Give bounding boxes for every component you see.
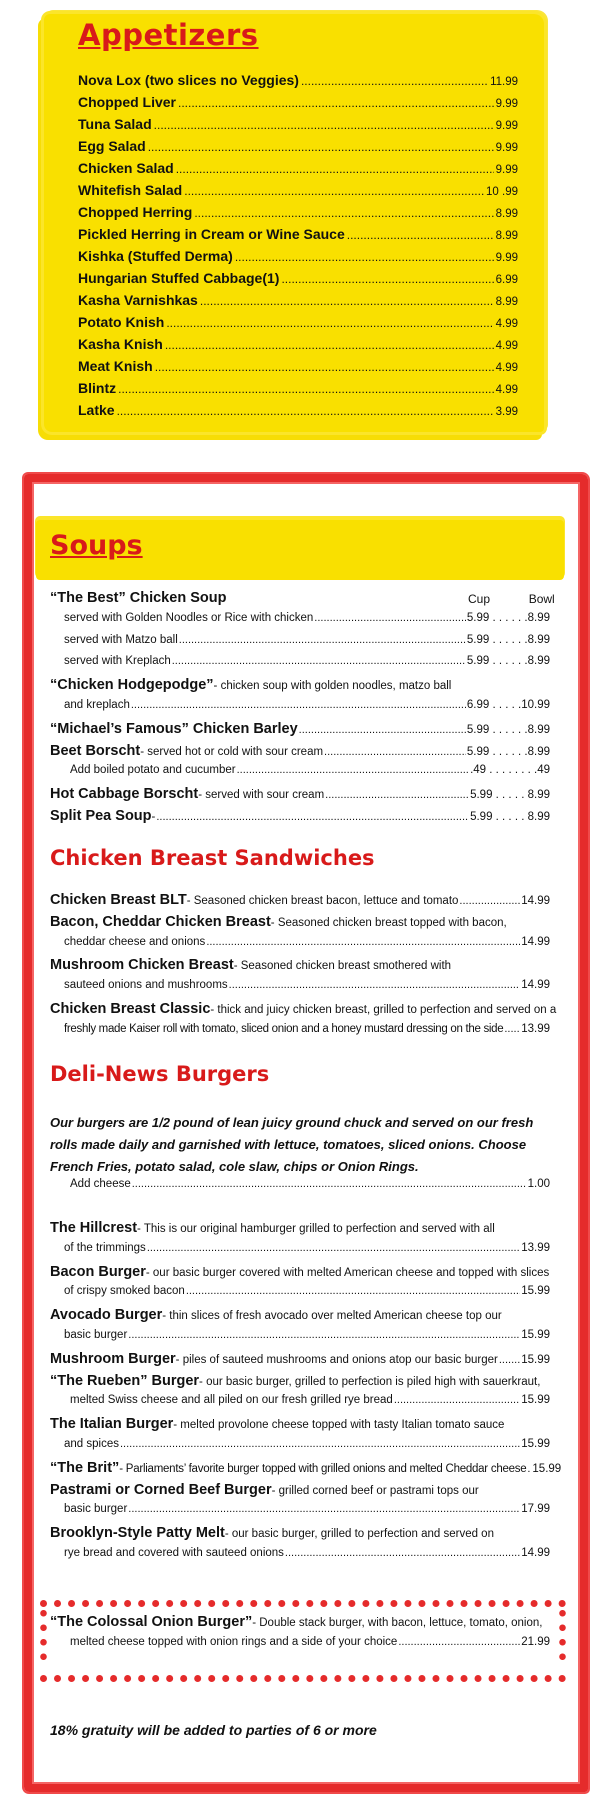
item-price: 14.99	[521, 979, 550, 992]
appetizer-item	[78, 336, 518, 358]
item-title: Chicken Breast Classic	[50, 1000, 211, 1017]
item-price: 13.99	[521, 1022, 550, 1035]
item-desc: Add boiled potato and cucumber	[70, 764, 236, 777]
appetizer-item	[78, 380, 518, 402]
dotted-border-right	[559, 1606, 566, 1664]
list-item	[50, 1023, 550, 1045]
list-item	[50, 1438, 550, 1460]
appetizer-name: Chicken Salad	[78, 160, 174, 176]
item-desc: - served with sour cream	[198, 789, 325, 802]
item-desc: - piles of sauteed mushrooms and onions atop our basic burger	[175, 1353, 498, 1366]
item-desc: -	[151, 810, 156, 823]
item-price: 15.99	[521, 1285, 550, 1298]
item-desc: freshly made Kaiser roll with tomato, sliced onion and a honey mustard dressing on the side	[64, 1022, 504, 1035]
list-item	[50, 590, 550, 612]
item-desc: rye bread and covered with sauteed onions	[64, 1546, 284, 1559]
appetizer-item	[78, 94, 518, 116]
item-desc: - This is our original hamburger grilled to perfection and served with all	[137, 1223, 495, 1235]
appetizer-item	[78, 204, 518, 226]
list-item	[50, 1307, 550, 1329]
appetizer-price: 4.99	[495, 318, 518, 330]
appetizer-item	[78, 116, 518, 138]
item-price: 14.99	[521, 1546, 550, 1559]
item-title: Bacon, Cheddar Chicken Breast	[50, 913, 271, 930]
item-desc: Add cheese	[70, 1178, 131, 1190]
item-desc: served with Golden Noodles or Rice with chicken	[64, 611, 314, 624]
item-desc: and spices	[64, 1437, 119, 1450]
item-title: “The Rueben” Burger	[50, 1372, 200, 1389]
list-item	[50, 764, 550, 786]
appetizer-price: 9.99	[495, 164, 518, 176]
appetizer-name: Hungarian Stuffed Cabbage(1)	[78, 270, 280, 286]
appetizer-item	[78, 358, 518, 380]
item-title: Split Pea Soup	[50, 807, 152, 824]
list-item	[50, 1416, 550, 1438]
appetizer-price: 8.99	[495, 208, 518, 220]
soups-title: Soups	[50, 530, 143, 561]
item-desc: sauteed onions and mushrooms	[64, 979, 228, 992]
item-desc: - Seasoned chicken breast smothered with	[233, 960, 452, 973]
item-desc: - grilled corned beef or pastrami tops our	[271, 1484, 479, 1497]
list-item	[50, 721, 550, 743]
appetizer-item	[78, 270, 518, 292]
list-item	[50, 1000, 557, 1023]
list-item	[50, 1482, 550, 1504]
appetizer-name: Kishka (Stuffed Derma)	[78, 248, 233, 264]
item-title: The Italian Burger	[50, 1416, 174, 1433]
appetizer-name: Chopped Herring	[78, 204, 193, 220]
appetizers-panel	[44, 14, 544, 432]
item-price: 21.99	[521, 1635, 550, 1648]
item-price: 15.99	[521, 1328, 550, 1341]
list-item	[50, 1373, 550, 1395]
gratuity-note: 18% gratuity will be added to parties of 6 or more	[50, 1722, 377, 1738]
item-title: “Michael’s Famous” Chicken Barley	[50, 720, 298, 737]
item-price: 5.99 . . . . . .8.99	[466, 723, 550, 736]
item-title: Avocado Burger	[50, 1307, 163, 1324]
appetizer-item	[78, 138, 518, 160]
appetizer-item	[78, 292, 518, 314]
item-desc: - Double stack burger, with bacon, lettuce, tomato, onion,	[252, 1617, 543, 1629]
list-item	[50, 936, 550, 958]
dotted-border-left	[40, 1606, 47, 1664]
appetizer-price: 9.99	[495, 142, 518, 154]
list-item	[50, 1264, 550, 1286]
list-item	[50, 612, 550, 634]
item-price: 5.99 . . . . . 8.99	[470, 789, 550, 802]
item-price: 5.99 . . . . . .8.99	[466, 633, 550, 646]
burgers-list	[50, 1220, 562, 1569]
appetizer-name: Kasha Knish	[78, 336, 163, 352]
burgers-intro: Our burgers are 1/2 pound of lean juicy ground chuck and served on our fresh rolls made daily and garnished with lettuce, tomatoes, sliced onions. Choose French Fries, potato salad, cole slaw, chips or Onion Rings.	[50, 1115, 534, 1174]
appetizer-price: 4.99	[495, 384, 518, 396]
list-item	[50, 1242, 550, 1264]
item-title: “The Colossal Onion Burger”	[50, 1614, 253, 1630]
appetizer-price: 6.99	[495, 274, 518, 286]
list-item	[50, 1614, 550, 1636]
list-item	[50, 957, 550, 979]
list-item	[50, 677, 550, 699]
list-item	[50, 699, 550, 721]
list-item	[50, 1329, 550, 1351]
appetizer-name: Meat Knish	[78, 358, 153, 374]
item-price: 14.99	[521, 895, 550, 907]
item-desc: of crispy smoked bacon	[64, 1285, 185, 1298]
item-desc: - Seasoned chicken breast bacon, lettuce and tomato	[186, 895, 459, 907]
item-desc: melted cheese topped with onion rings and a side of your choice	[70, 1635, 398, 1648]
item-price: 15.99	[532, 1462, 562, 1475]
sandwiches-list	[50, 892, 557, 1045]
list-item	[50, 634, 550, 656]
appetizer-price: 4.99	[495, 362, 518, 374]
list-item	[50, 1547, 550, 1569]
list-item	[50, 1285, 550, 1307]
appetizer-item	[78, 248, 518, 270]
item-desc: basic burger	[64, 1503, 128, 1516]
soups-list	[50, 590, 550, 830]
item-title: “The Brit”	[50, 1459, 120, 1476]
appetizer-price: 4.99	[495, 340, 518, 352]
item-title: “Chicken Hodgepodge”	[50, 677, 214, 694]
list-item	[50, 1503, 550, 1525]
list-item	[50, 786, 550, 808]
appetizer-name: Pickled Herring in Cream or Wine Sauce	[78, 226, 345, 242]
item-desc: - Seasoned chicken breast topped with bacon,	[270, 916, 507, 929]
list-item	[50, 914, 550, 936]
item-title: “The Best” Chicken Soup	[50, 590, 227, 606]
item-desc: served with Kreplach	[64, 655, 171, 668]
appetizer-price: 11.99	[490, 76, 518, 88]
list-item	[50, 1351, 550, 1373]
appetizer-price: 9.99	[495, 252, 518, 264]
item-desc: - our basic burger, grilled to perfection is piled high with sauerkraut,	[199, 1375, 541, 1388]
cup-label: Cup	[468, 592, 491, 606]
item-price: 17.99	[521, 1503, 550, 1516]
appetizer-price: 3.99	[495, 406, 518, 418]
item-title: Brooklyn-Style Patty Melt	[50, 1525, 225, 1542]
item-price: 1.00	[527, 1178, 550, 1190]
appetizer-price: 10 .99	[486, 186, 518, 198]
appetizer-price: 8.99	[495, 230, 518, 242]
list-item	[50, 979, 550, 1001]
item-title: Mushroom Burger	[50, 1350, 176, 1367]
appetizer-name: Potato Knish	[78, 314, 165, 330]
appetizer-item	[78, 72, 518, 94]
item-price: 13.99	[521, 1241, 550, 1254]
item-desc: melted Swiss cheese and all piled on our fresh grilled rye bread	[70, 1394, 393, 1407]
list-item	[50, 1394, 550, 1416]
item-desc: - chicken soup with golden noodles, matzo ball	[213, 680, 452, 693]
item-title: Mushroom Chicken Breast	[50, 957, 234, 974]
list-item	[50, 1459, 562, 1482]
appetizer-item	[78, 402, 518, 424]
appetizer-price: 8.99	[495, 296, 518, 308]
item-title: Chicken Breast BLT	[50, 892, 187, 908]
item-price: .49 . . . . . . . .49	[470, 764, 550, 777]
colossal-burger	[50, 1614, 550, 1658]
bowl-label: Bowl	[528, 592, 555, 606]
item-desc: cheddar cheese and onions	[64, 935, 206, 948]
item-title: Beet Borscht	[50, 742, 141, 759]
appetizer-name: Egg Salad	[78, 138, 146, 154]
appetizers-title: Appetizers	[78, 18, 259, 52]
item-price: 5.99 . . . . . .8.99	[466, 611, 550, 624]
appetizers-list	[78, 72, 518, 424]
appetizer-price: 9.99	[495, 120, 518, 132]
item-desc: - served hot or cold with sour cream	[140, 745, 324, 758]
item-price: 14.99	[521, 935, 550, 948]
sandwiches-title: Chicken Breast Sandwiches	[50, 846, 375, 870]
add-cheese-row	[50, 1178, 550, 1200]
item-desc: - Parliaments’ favorite burger topped with grilled onions and melted Cheddar cheese	[119, 1462, 527, 1475]
appetizer-item	[78, 226, 518, 248]
item-price: 5.99 . . . . . .8.99	[466, 655, 550, 668]
item-price: 15.99	[521, 1437, 550, 1450]
item-title: Bacon Burger	[50, 1263, 146, 1280]
list-item	[50, 655, 550, 677]
list-item	[50, 1178, 550, 1200]
item-price: 5.99 . . . . . .8.99	[466, 745, 550, 758]
list-item	[50, 1636, 550, 1658]
appetizer-name: Tuna Salad	[78, 116, 152, 132]
list-item	[50, 743, 550, 765]
item-desc: and kreplach	[64, 698, 130, 711]
item-title: Hot Cabbage Borscht	[50, 786, 199, 803]
appetizer-name: Nova Lox (two slices no Veggies)	[78, 72, 299, 88]
item-desc: - melted provolone cheese topped with tasty Italian tomato sauce	[173, 1419, 505, 1432]
item-title: The Hillcrest	[50, 1220, 138, 1236]
appetizer-name: Latke	[78, 402, 115, 418]
list-item	[50, 892, 550, 914]
appetizer-name: Blintz	[78, 380, 117, 396]
list-item	[50, 808, 550, 830]
appetizer-price: 9.99	[495, 98, 518, 110]
item-price: 5.99 . . . . . 8.99	[470, 810, 550, 823]
item-title: Pastrami or Corned Beef Burger	[50, 1481, 272, 1498]
item-desc: - our basic burger covered with melted American cheese and topped with slices	[145, 1266, 550, 1279]
burgers-title: Deli-News Burgers	[50, 1062, 270, 1086]
list-item	[50, 1220, 550, 1242]
appetizer-name: Chopped Liver	[78, 94, 177, 110]
item-price: 15.99	[521, 1394, 550, 1407]
item-desc: - thin slices of fresh avocado over melted American cheese top our	[162, 1310, 502, 1323]
appetizer-name: Kasha Varnishkas	[78, 292, 198, 308]
appetizer-item	[78, 160, 518, 182]
item-desc: of the trimmings	[64, 1241, 146, 1254]
item-desc: served with Matzo ball	[64, 633, 178, 646]
list-item	[50, 1525, 550, 1547]
appetizer-name: Whitefish Salad	[78, 182, 183, 198]
item-price: 6.99 . . . . .10.99	[466, 698, 550, 711]
item-desc: basic burger	[64, 1328, 128, 1341]
item-desc: - our basic burger, grilled to perfection and served on	[224, 1528, 494, 1541]
appetizer-item	[78, 314, 518, 336]
appetizer-item	[78, 182, 518, 204]
item-price: 15.99	[521, 1353, 550, 1366]
item-desc: - thick and juicy chicken breast, grilled to perfection and served on a	[210, 1003, 557, 1016]
